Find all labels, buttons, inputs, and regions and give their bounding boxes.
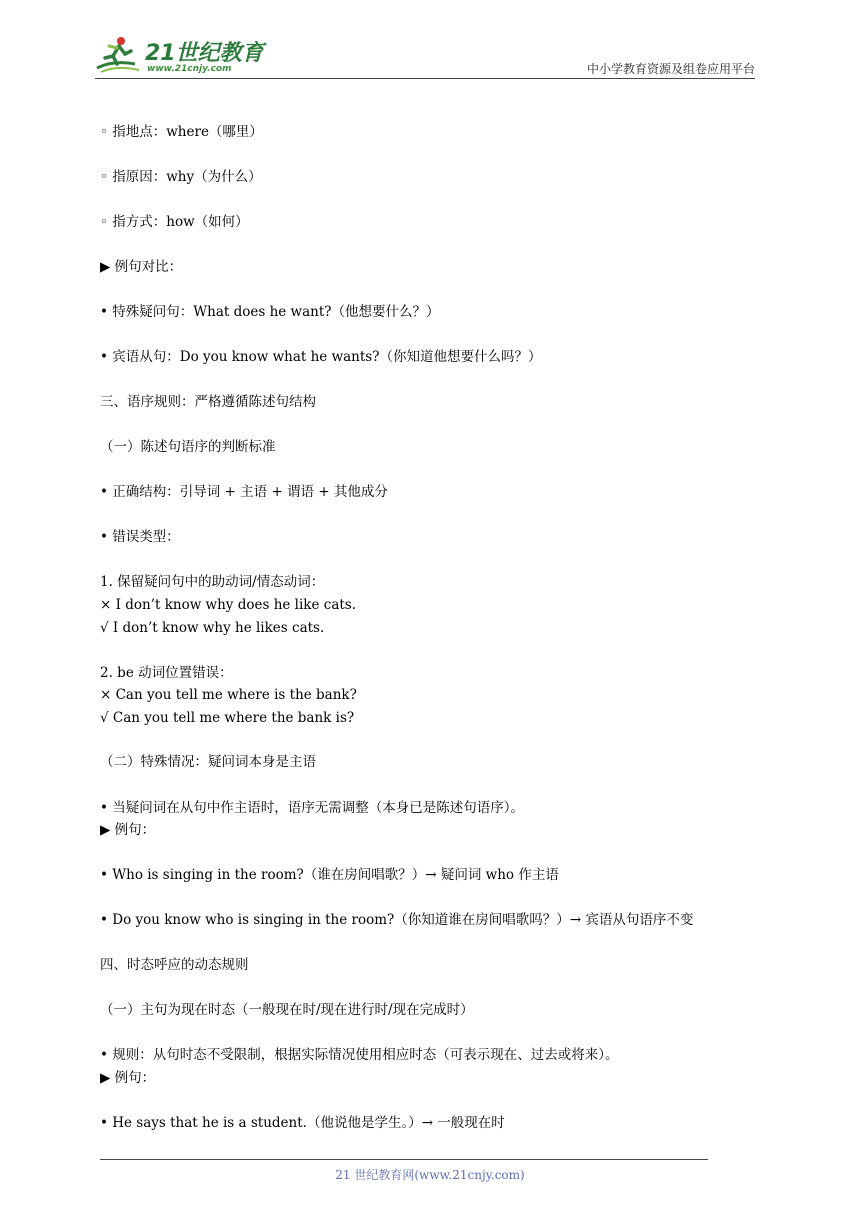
logo-text: 21世纪教育 [145, 41, 264, 66]
text-line: √ I don’t know why he likes cats. [100, 620, 325, 636]
text-line: （二）特殊情况：疑问词本身是主语 [100, 754, 316, 770]
text-line: 三、语序规则：严格遵循陈述句结构 [100, 394, 316, 410]
text-line: • He says that he is a student.（他说他是学生。）→ 一般现在时 [100, 1115, 505, 1131]
text-line: • 错误类型： [100, 529, 180, 545]
text-line: （一）主句为现在时态（一般现在时/现在进行时/现在完成时） [100, 1002, 474, 1018]
text-line: • 特殊疑问句：What does he want?（他想要什么？） [100, 304, 440, 320]
text-line: √ Can you tell me where the bank is? [100, 710, 355, 726]
logo-url: www.21cnjy.com [147, 64, 232, 74]
text-line: • 规则：从句时态不受限制，根据实际情况使用相应时态（可表示现在、过去或将来）。 [100, 1047, 619, 1063]
text-line: • Do you know who is singing in the room?（你知道谁在房间唱歌吗？）→ 宾语从句语序不变 [100, 912, 694, 928]
footer-divider [100, 1159, 708, 1160]
text-line: ◦ 指地点：where（哪里） [100, 124, 263, 140]
text-line: 1. 保留疑问句中的助动词/情态动词： [100, 574, 325, 590]
header-divider [95, 78, 755, 79]
text-line: ◦ 指方式：how（如何） [100, 214, 249, 230]
text-line: （一）陈述句语序的判断标准 [100, 439, 276, 455]
text-line: ▶ 例句： [100, 1070, 156, 1086]
footer-text[interactable]: 21 世纪教育网(www.21cnjy.com) [335, 1168, 525, 1182]
text-line: • Who is singing in the room?（谁在房间唱歌？）→ 疑问词 who 作主语 [100, 867, 559, 883]
text-line: • 正确结构：引导词 + 主语 + 谓语 + 其他成分 [100, 484, 388, 500]
text-line: ▶ 例句对比： [100, 259, 183, 275]
text-line: ◦ 指原因：why（为什么） [100, 169, 262, 185]
text-line: • 宾语从句：Do you know what he wants?（你知道他想要什么吗？） [100, 349, 542, 365]
text-line: ▶ 例句： [100, 822, 156, 838]
text-line: × I don’t know why does he like cats. [100, 597, 357, 613]
text-line: • 当疑问词在从句中作主语时，语序无需调整（本身已是陈述句语序）。 [100, 800, 525, 816]
text-line: × Can you tell me where is the bank? [100, 687, 357, 703]
text-line: 四、时态呼应的动态规则 [100, 957, 249, 973]
text-line: 2. be 动词位置错误： [100, 665, 233, 681]
platform-name: 中小学教育资源及组卷应用平台 [586, 62, 755, 76]
site-logo[interactable] [95, 34, 265, 78]
page-header [95, 32, 755, 78]
runner-logo-icon [95, 34, 143, 76]
